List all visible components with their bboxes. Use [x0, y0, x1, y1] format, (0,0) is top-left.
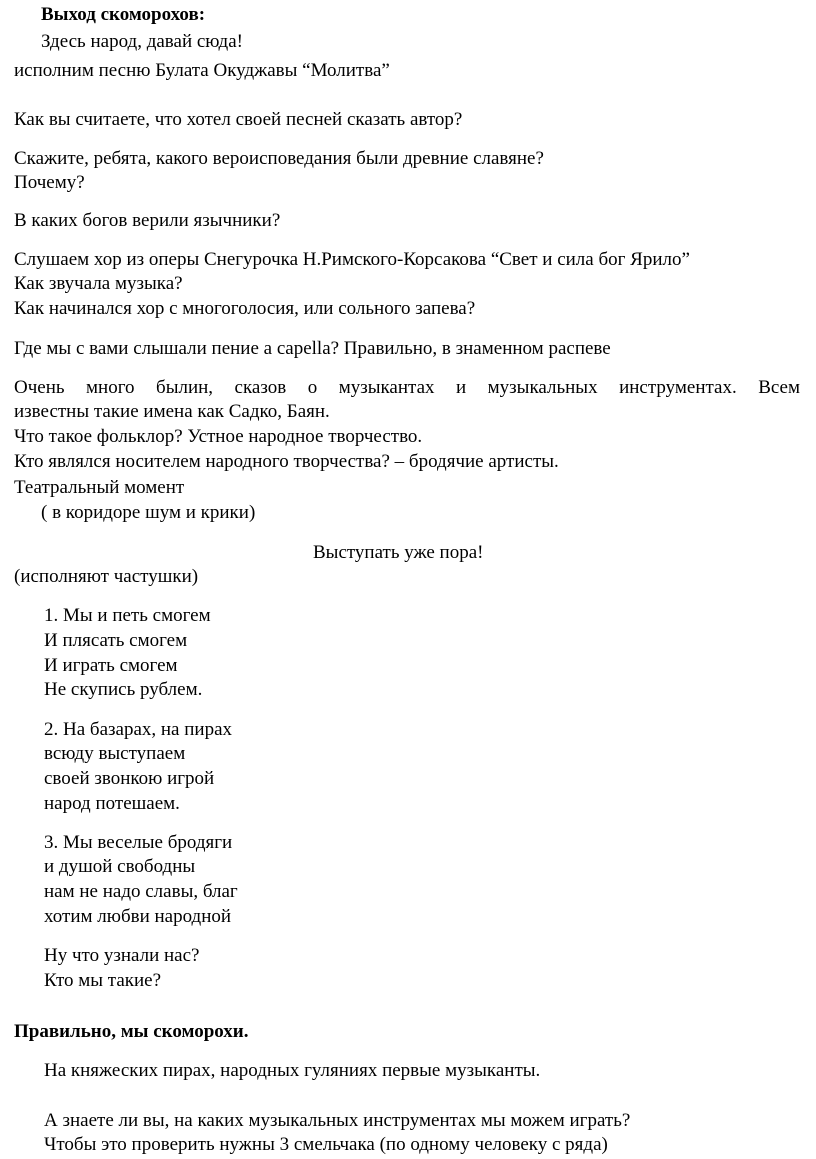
text-line: На княжеских пирах, народных гуляниях первые музыканты. — [44, 1060, 541, 1081]
text-line: Кто мы такие? — [44, 970, 162, 991]
text-line: Выступать уже пора! — [313, 542, 484, 563]
bold-statement: Правильно, мы скоморохи. — [14, 1021, 249, 1042]
verse-line: своей звонкою игрой — [44, 768, 215, 789]
text-line: Что такое фольклор? Устное народное творчество. — [14, 426, 423, 447]
text-line: Очень много былин, сказов о музыкантах и музыкальных инструментах. Всем — [14, 377, 800, 398]
text-line: Как звучала музыка? — [14, 273, 183, 294]
text-line: Кто являлся носителем народного творчества? – бродячие артисты. — [14, 451, 559, 472]
verse-line: хотим любви народной — [44, 906, 232, 927]
verse-line: 1. Мы и петь смогем — [44, 605, 211, 626]
text-line: ( в коридоре шум и крики) — [41, 502, 256, 523]
text-line: Как начинался хор с многоголосия, или сольного запева? — [14, 298, 476, 319]
verse-line: нам не надо славы, благ — [44, 881, 238, 902]
text-line: Чтобы это проверить нужны 3 смельчака (по одному человеку с ряда) — [44, 1134, 608, 1155]
verse-line: 2. На базарах, на пирах — [44, 719, 232, 740]
text-line: (исполняют частушки) — [14, 566, 199, 587]
text-line: Ну что узнали нас? — [44, 945, 200, 966]
heading-skomorokhi-exit: Выход скоморохов: — [41, 4, 206, 25]
verse-line: 3. Мы веселые бродяги — [44, 832, 233, 853]
text-line: В каких богов верили язычники? — [14, 210, 281, 231]
verse-line: народ потешаем. — [44, 793, 180, 814]
verse-line: И играть смогем — [44, 655, 178, 676]
text-line: известны такие имена как Садко, Баян. — [14, 401, 330, 422]
verse-line: всюду выступаем — [44, 743, 186, 764]
text-line: Слушаем хор из оперы Снегурочка Н.Римского-Корсакова “Свет и сила бог Ярило” — [14, 249, 690, 270]
text-line: А знаете ли вы, на каких музыкальных инструментах мы можем играть? — [44, 1110, 631, 1131]
text-line: исполним песню Булата Окуджавы “Молитва” — [14, 60, 390, 81]
text-line: Почему? — [14, 172, 85, 193]
text-line: Здесь народ, давай сюда! — [41, 31, 243, 52]
verse-line: Не скупись рублем. — [44, 679, 203, 700]
text-line: Театральный момент — [14, 477, 185, 498]
verse-line: И плясать смогем — [44, 630, 188, 651]
text-line: Как вы считаете, что хотел своей песней сказать автор? — [14, 109, 463, 130]
text-line: Скажите, ребята, какого вероисповедания были древние славяне? — [14, 148, 544, 169]
text-line: Где мы с вами слышали пение a capella? Правильно, в знаменном распеве — [14, 338, 611, 359]
verse-line: и душой свободны — [44, 856, 196, 877]
